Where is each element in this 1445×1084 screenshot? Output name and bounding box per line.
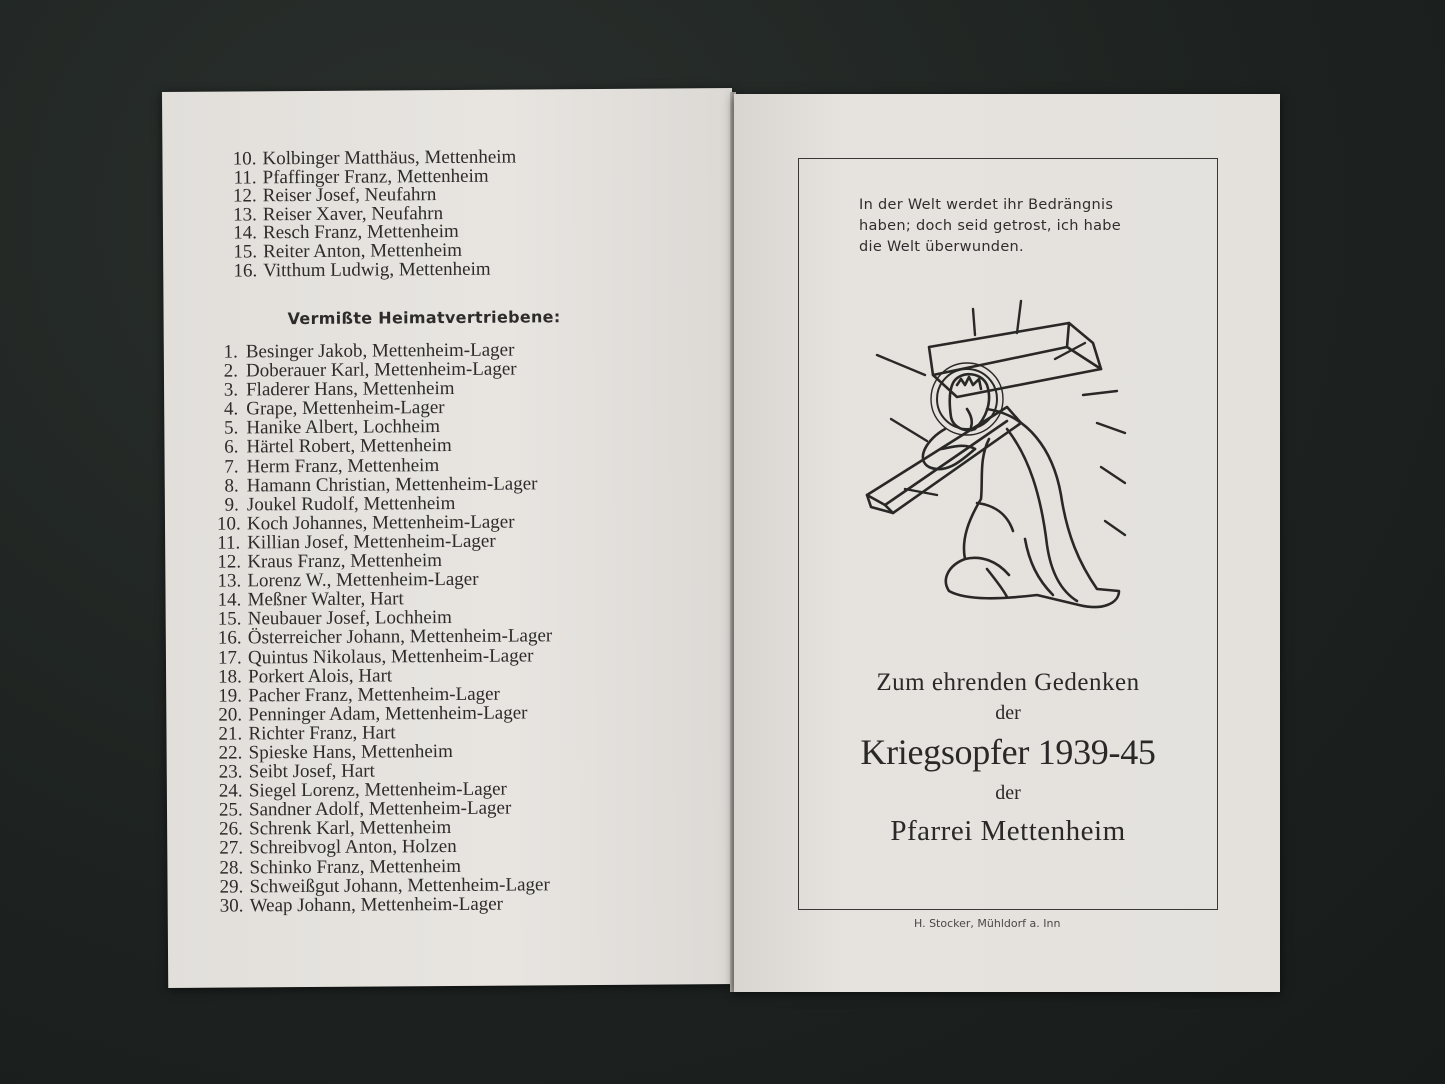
list-item-number: 11. xyxy=(217,532,241,554)
list-item-text: Meßner Walter, Hart xyxy=(247,588,404,611)
list-item-number: 11. xyxy=(233,166,257,189)
list-item xyxy=(218,665,553,686)
list-item-text: Koch Johannes, Mettenheim-Lager xyxy=(246,511,515,535)
list-item xyxy=(216,398,551,419)
list-item xyxy=(217,589,552,610)
list-item xyxy=(219,837,554,858)
list-item-number: 14. xyxy=(233,222,258,244)
list-item-number: 12. xyxy=(217,551,242,573)
list-item-number: 17. xyxy=(217,646,242,669)
list-item-number: 20. xyxy=(218,704,243,726)
list-item-number: 16. xyxy=(233,259,258,282)
memorial-card xyxy=(162,92,1280,992)
list-item-text: Kraus Franz, Mettenheim xyxy=(247,550,443,573)
list-item xyxy=(219,875,554,896)
christ-carrying-cross-icon xyxy=(857,299,1187,639)
continued-list xyxy=(222,146,723,280)
list-item-text: Weap Johann, Mettenheim-Lager xyxy=(249,893,504,917)
list-item-number: 22. xyxy=(218,742,243,764)
list-item-number: 4. xyxy=(223,398,239,420)
list-item-number: 7. xyxy=(224,456,239,478)
list-item-text: Reiser Xaver, Neufahrn xyxy=(262,202,444,226)
list-item-text: Neubauer Josef, Lochheim xyxy=(247,607,452,630)
list-item xyxy=(217,474,552,495)
list-item xyxy=(218,722,553,743)
title-line-2: der xyxy=(995,702,1021,724)
list-item-number: 15. xyxy=(217,608,242,630)
list-item xyxy=(219,818,554,839)
list-item-number: 23. xyxy=(218,761,243,783)
list-item xyxy=(216,378,551,399)
quote-line: die Welt überwunden. xyxy=(859,239,1024,255)
title-block xyxy=(799,667,1217,853)
list-item-text: Lorenz W., Mettenheim-Lager xyxy=(247,568,479,592)
list-item-text: Kolbinger Matthäus, Mettenheim xyxy=(262,146,517,170)
list-item-text: Herm Franz, Mettenheim xyxy=(246,454,440,477)
list-item-text: Besinger Jakob, Mettenheim-Lager xyxy=(245,339,515,363)
list-item xyxy=(216,417,551,438)
list-item-number: 13. xyxy=(217,570,242,592)
bible-quote xyxy=(859,195,1199,258)
list-item xyxy=(217,569,552,590)
list-item-number: 6. xyxy=(224,436,239,459)
list-item-text: Vitthum Ludwig, Mettenheim xyxy=(263,258,491,281)
list-item-number: 25. xyxy=(218,799,243,821)
list-item xyxy=(217,531,552,552)
list-item-text: Spieske Hans, Mettenheim xyxy=(248,740,453,764)
left-page xyxy=(162,88,738,988)
list-item-text: Killian Josef, Mettenheim-Lager xyxy=(247,530,496,554)
list-item-text: Reiser Josef, Neufahrn xyxy=(262,184,437,207)
list-item xyxy=(217,550,552,571)
title-main: Kriegsopfer 1939-45 xyxy=(860,732,1156,772)
list-item xyxy=(216,359,551,380)
list-item-number: 12. xyxy=(232,185,257,207)
list-item-text: Pacher Franz, Mettenheim-Lager xyxy=(248,683,500,707)
list-item-number: 10. xyxy=(216,513,241,535)
list-item xyxy=(219,799,554,820)
list-item xyxy=(223,258,723,280)
list-item xyxy=(218,646,553,667)
list-item-number: 1. xyxy=(223,341,238,363)
list-item-number: 28. xyxy=(219,856,244,879)
printer-credit: H. Stocker, Mühldorf a. Inn xyxy=(914,917,1061,930)
title-frame xyxy=(798,158,1218,910)
list-item-number: 15. xyxy=(233,241,258,263)
list-item-text: Reiter Anton, Mettenheim xyxy=(263,239,463,263)
list-item-text: Penninger Adam, Mettenheim-Lager xyxy=(248,702,528,726)
list-item xyxy=(218,703,553,724)
quote-line: In der Welt werdet ihr Bedrängnis xyxy=(859,197,1114,213)
list-item-number: 8. xyxy=(224,475,239,497)
list-item xyxy=(220,894,555,915)
title-line-4: der xyxy=(995,782,1021,804)
title-parish: Pfarrei Mettenheim xyxy=(890,815,1126,847)
list-item-number: 26. xyxy=(219,818,243,840)
list-item-text: Richter Franz, Hart xyxy=(248,722,396,745)
list-item-text: Joukel Rudolf, Mettenheim xyxy=(246,492,456,516)
list-item-number: 10. xyxy=(232,148,257,170)
missing-list xyxy=(216,340,554,915)
list-item-number: 24. xyxy=(218,780,243,802)
list-item-text: Siegel Lorenz, Mettenheim-Lager xyxy=(248,778,507,802)
list-item-number: 3. xyxy=(223,379,239,401)
list-item-text: Resch Franz, Mettenheim xyxy=(262,221,459,244)
list-item-text: Fladerer Hans, Mettenheim xyxy=(246,378,455,401)
list-item xyxy=(217,512,552,533)
quote-line: haben; doch seid getrost, ich habe xyxy=(859,218,1122,234)
list-item-text: Schrenk Karl, Mettenheim xyxy=(249,817,452,840)
list-item-text: Härtel Robert, Mettenheim xyxy=(246,435,452,458)
section-heading: Vermißte Heimatvertriebene: xyxy=(287,307,561,329)
list-item-number: 13. xyxy=(233,204,257,226)
list-item-text: Hanike Albert, Lochheim xyxy=(246,416,441,439)
list-item-number: 21. xyxy=(218,723,243,745)
list-item xyxy=(219,741,554,762)
list-item-number: 14. xyxy=(217,589,242,611)
list-item-text: Sandner Adolf, Mettenheim-Lager xyxy=(248,797,512,821)
list-item-number: 18. xyxy=(218,666,242,688)
list-item-text: Seibt Josef, Hart xyxy=(248,760,375,783)
list-item-text: Hamann Christian, Mettenheim-Lager xyxy=(246,473,538,497)
list-item-text: Porkert Alois, Hart xyxy=(248,665,393,688)
list-item-number: 2. xyxy=(223,360,239,382)
list-item-number: 29. xyxy=(219,876,244,898)
list-item-text: Schinko Franz, Mettenheim xyxy=(249,855,462,878)
list-item-number: 5. xyxy=(224,417,239,439)
list-item-number: 30. xyxy=(219,895,244,917)
list-item-number: 9. xyxy=(224,494,239,516)
list-item-text: Grape, Mettenheim-Lager xyxy=(246,397,445,420)
list-item-text: Doberauer Karl, Mettenheim-Lager xyxy=(245,358,517,382)
list-item xyxy=(216,436,551,457)
right-page xyxy=(734,94,1280,992)
list-item-text: Schreibvogl Anton, Holzen xyxy=(249,836,457,859)
list-item-text: Pfaffinger Franz, Mettenheim xyxy=(262,165,489,188)
list-item-number: 16. xyxy=(217,627,242,650)
title-line-1: Zum ehrenden Gedenken xyxy=(876,669,1140,696)
ray-lines xyxy=(877,301,1125,535)
list-item-text: Quintus Nikolaus, Mettenheim-Lager xyxy=(247,644,534,668)
list-item-number: 27. xyxy=(219,837,244,860)
list-item-text: Schweißgut Johann, Mettenheim-Lager xyxy=(249,873,550,898)
list-item-text: Österreicher Johann, Mettenheim-Lager xyxy=(247,625,553,649)
list-item-number: 19. xyxy=(218,685,243,707)
